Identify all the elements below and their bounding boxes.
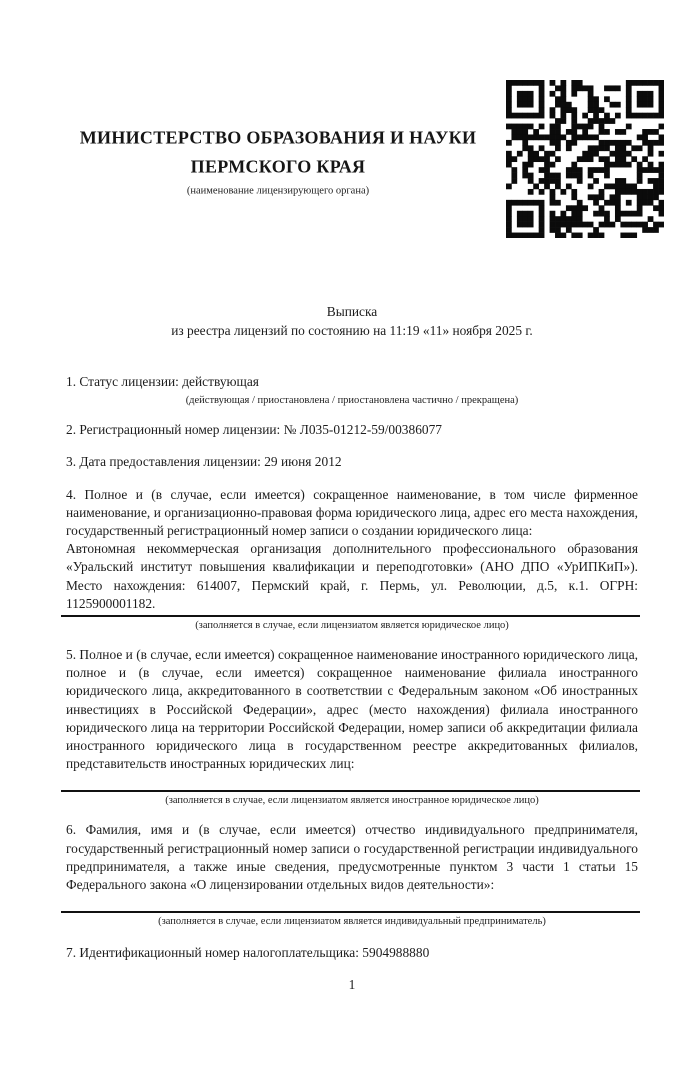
license-status-text: 1. Статус лицензии: действующая (66, 374, 259, 389)
foreign-entity-answer-line (61, 773, 640, 792)
individual-entrepreneur-answer-line (61, 894, 640, 913)
license-status-options-caption: (действующая / приостановлена / приостановлена частично / прекращена) (185, 395, 519, 407)
license-date-text: 3. Дата предоставления лицензии: 29 июня 2012 (66, 454, 342, 470)
legal-entity-question: 4. Полное и (в случае, если имеется) сокращенное наименование, в том числе фирменное наименование, и организационно-правовая форма юридического лица, адрес его места нахождения, государственный регистрационный номер записи о создании юридического лица: (66, 486, 638, 539)
license-extract-page (0, 80, 700, 1069)
licensing-authority-block (66, 124, 490, 197)
legal-entity-answer: Автономная некоммерческая организация дополнительного профессионального образования «Уральский институт повышения квалификации и переподготовки» (АНО ДПО «УрИПКиП»). Место нахождения: 614007, Пермский край, г. Пермь, ул. Революции, д.5, к.1. ОГРН: 1125900001182. (61, 540, 640, 617)
ministry-name-line1: МИНИСТЕРСТВО ОБРАЗОВАНИЯ И НАУКИ (79, 127, 477, 148)
individual-entrepreneur-question: 6. Фамилия, имя и (в случае, если имеется) отчество индивидуального предпринимателя, государственный регистрационный номер записи о государственной регистрации индивидуального предпринимателя, а также иные сведения, предусмотренные пунктом 3 части 1 статьи 15 Федерального закона «О лицензировании отдельных видов деятельности»: (66, 822, 638, 893)
legal-entity-fill-caption: (заполняется в случае, если лицензиатом является юридическое лицо) (195, 620, 509, 632)
individual-entrepreneur-fill-caption: (заполняется в случае, если лицензиатом является индивидуальный предприниматель) (158, 916, 546, 928)
ministry-name-line2: ПЕРМСКОГО КРАЯ (190, 156, 366, 177)
item-taxpayer-number (66, 944, 638, 962)
item-legal-entity (66, 486, 638, 632)
document-title-line1: Выписка (326, 304, 378, 319)
qr-code-icon (506, 80, 664, 238)
document-title (66, 302, 638, 340)
foreign-entity-fill-caption: (заполняется в случае, если лицензиатом является иностранное юридическое лицо) (165, 795, 539, 807)
item-individual-entrepreneur (66, 821, 638, 928)
item-registration-number (66, 421, 638, 439)
page-number: 1 (348, 977, 356, 993)
taxpayer-number-text: 7. Идентификационный номер налогоплательщика: 5904988880 (66, 945, 430, 961)
ministry-caption: (наименование лицензирующего органа) (186, 185, 370, 197)
registration-number-text: 2. Регистрационный номер лицензии: № Л035-01212-59/00386077 (66, 422, 442, 438)
document-title-line2: из реестра лицензий по состоянию на 11:19 «11» ноября 2025 г. (171, 323, 533, 338)
document-header (66, 80, 638, 240)
item-foreign-entity (66, 646, 638, 807)
item-license-status (66, 373, 638, 407)
item-license-date (66, 453, 638, 471)
foreign-entity-question: 5. Полное и (в случае, если имеется) сокращенное наименование иностранного юридического лица, полное и (в случае, если имеется) сокращенное наименование филиала иностранного юридического лица, аккредитованного в соответствии с Федеральным законом «Об иностранных инвестициях в Российской Федерации», адрес (место нахождения) филиала иностранного юридического лица на территории Российской Федерации, номер записи об аккредитации филиала иностранного юридического лица в государственном реестре аккредитованных филиалов, представительств иностранных юридических лиц: (66, 647, 638, 772)
